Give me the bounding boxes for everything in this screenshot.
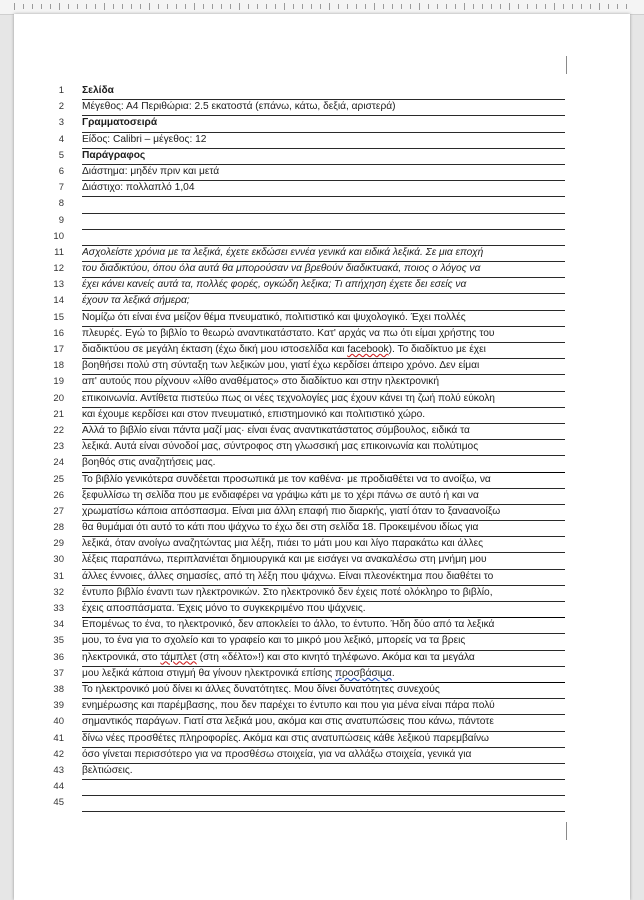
ruler-tick <box>455 4 456 9</box>
document-line[interactable] <box>14 261 630 277</box>
document-page[interactable] <box>14 14 630 900</box>
ruler-tick <box>212 4 213 9</box>
document-line[interactable] <box>14 148 630 164</box>
line-number: 36 <box>53 651 64 663</box>
ruler-tick <box>293 4 294 9</box>
line-text[interactable]: έχουν τα λεξικά σήμερα; <box>82 293 565 310</box>
line-text[interactable]: Είδος: Calibri – μέγεθος: 12 <box>82 132 565 149</box>
ruler-tick <box>491 4 492 9</box>
ruler-tick <box>32 4 33 9</box>
line-text[interactable]: βοηθός στις αναζητήσεις μας. <box>82 455 565 472</box>
document-line[interactable] <box>14 763 630 779</box>
ruler-tick <box>410 4 411 9</box>
line-number: 29 <box>53 538 64 550</box>
document-line[interactable] <box>14 504 630 520</box>
line-text[interactable]: δίνω νέες προσθέτες πληροφορίες. Ακόμα και στις ανατυπώσεις κάθε λεξικού παρεμβαίνω <box>82 731 565 748</box>
ruler-tick <box>302 4 303 9</box>
line-number: 41 <box>53 732 64 744</box>
line-number: 7 <box>58 182 64 194</box>
ruler-tick <box>284 3 285 10</box>
line-text[interactable]: του διαδικτύου, όπου όλα αυτά θα μπορούσαν να βρεθούν διαδικτυακά, ποιος ο λόγος να <box>82 261 565 278</box>
document-line[interactable] <box>14 423 630 439</box>
line-text[interactable]: διαδικτύου σε μεγάλη έκταση (έχω δική μου ιστοσελίδα και facebook). Το διαδίκτυο με έχει <box>82 342 565 359</box>
ruler-tick <box>257 4 258 9</box>
document-line[interactable] <box>14 293 630 309</box>
margin-marker-top-right <box>566 56 567 74</box>
line-text[interactable]: λέξεις παραπάνω, περιπλανιέται δημιουργικά και με εισάγει να ανακαλέσω στη μνήμη μου <box>82 552 565 569</box>
ruler-tick <box>239 3 240 10</box>
ruler-tick <box>230 4 231 9</box>
line-number: 31 <box>53 570 64 582</box>
ruler-tick <box>365 4 366 9</box>
line-number: 18 <box>53 360 64 372</box>
line-text[interactable]: και έχουμε κερδίσει και στον πνευματικό, επιστημονικό και πολιτιστικό χώρο. <box>82 407 565 424</box>
line-text[interactable]: μου λεξικά κάποια στιγμή θα γίνουν ηλεκτρονικά επίσης προσβάσιμα. <box>82 666 565 683</box>
line-text[interactable]: Παράγραφος <box>82 148 565 165</box>
ruler-tick <box>167 4 168 9</box>
line-number: 20 <box>53 392 64 404</box>
ruler-tick <box>77 4 78 9</box>
line-text[interactable]: Αλλά το βιβλίο είναι πάντα μαζί μας· είναι ένας αναντικατάστατος σύμβουλος, ειδικά τα <box>82 423 565 440</box>
ruler-tick <box>437 4 438 9</box>
ruler-tick <box>500 4 501 9</box>
ruler-tick <box>374 3 375 10</box>
line-text[interactable]: σημαντικός παράγων. Γιατί στα λεξικά μου, ακόμα και στις ανατυπώσεις που κάνω, πάντοτε <box>82 714 565 731</box>
ruler-tick <box>347 4 348 9</box>
line-number: 2 <box>58 101 64 113</box>
ruler-tick <box>248 4 249 9</box>
document-line[interactable] <box>14 455 630 471</box>
document-line[interactable] <box>14 536 630 552</box>
line-number: 14 <box>53 295 64 307</box>
line-text[interactable]: επικοινωνία. Αντίθετα πιστεύω πως οι νέες τεχνολογίες μας έχουν κάνει τη ζωή πολύ εύκολη <box>82 391 565 408</box>
ruler-tick <box>401 4 402 9</box>
ruler-tick <box>86 4 87 9</box>
ruler-tick <box>185 4 186 9</box>
ruler-tick <box>356 4 357 9</box>
ruler-tick <box>536 4 537 9</box>
line-number: 39 <box>53 700 64 712</box>
ruler-tick <box>509 3 510 10</box>
line-text[interactable]: λεξικά, όταν ανοίγω αναζητώντας μια λέξη, πιάει το μάτι μου και λίγο παρακάτω και άλλες <box>82 536 565 553</box>
document-line[interactable] <box>14 358 630 374</box>
line-text[interactable] <box>82 779 565 796</box>
ruler-tick <box>392 4 393 9</box>
ruler-tick <box>329 3 330 10</box>
document-line[interactable] <box>14 342 630 358</box>
ruler-tick <box>608 4 609 9</box>
line-text[interactable] <box>82 229 565 246</box>
ruler-tick <box>338 4 339 9</box>
margin-marker-bottom-right <box>566 822 567 840</box>
line-number: 30 <box>53 554 64 566</box>
spelling-error-mark[interactable]: facebook <box>347 344 389 355</box>
line-number: 16 <box>53 327 64 339</box>
line-number: 9 <box>58 214 64 226</box>
line-text[interactable] <box>82 213 565 230</box>
line-number: 38 <box>53 683 64 695</box>
ruler-tick <box>383 4 384 9</box>
line-number: 3 <box>58 117 64 129</box>
line-text[interactable]: Νομίζω ότι είναι ένα μείζον θέμα πνευματικό, πολιτιστικό και ψυχολογικό. Έχει πολλές <box>82 310 565 327</box>
line-number: 40 <box>53 716 64 728</box>
line-number: 10 <box>53 230 64 242</box>
line-text[interactable]: έχει κάνει κανείς αυτά τα, πολλές φορές, ογκώδη λεξικα; Τι απήχηση έχετε δει εσείς να <box>82 277 565 294</box>
line-number: 25 <box>53 473 64 485</box>
line-number: 22 <box>53 424 64 436</box>
line-text[interactable]: βοηθήσει πολύ στη σύνταξη των λεξικών μου, γιατί έχω κερδίσει άπειρο χρόνο. Δεν είμαι <box>82 358 565 375</box>
line-number: 24 <box>53 457 64 469</box>
line-text[interactable]: θα θυμάμαι ότι αυτό το κάτι που ψάχνω το έχω δει στη σελίδα 18. Προκειμένου ιδίως για <box>82 520 565 537</box>
document-line[interactable] <box>14 196 630 212</box>
ruler-tick <box>617 4 618 9</box>
document-line[interactable] <box>14 633 630 649</box>
document-line[interactable] <box>14 795 630 811</box>
document-line[interactable] <box>14 407 630 423</box>
ruler-tick <box>50 4 51 9</box>
document-line[interactable] <box>14 115 630 131</box>
line-number: 23 <box>53 441 64 453</box>
line-text[interactable]: άλλες έννοιες, άλλες σημασίες, από τη λέξη που ψάχνω. Είναι πλεονέκτημα που διαθέτει το <box>82 569 565 586</box>
ruler-tick <box>626 4 627 9</box>
ruler-tick <box>203 4 204 9</box>
document-line[interactable] <box>14 326 630 342</box>
line-number: 21 <box>53 408 64 420</box>
line-text[interactable]: έντυπο βιβλίο έναντι των ηλεκτρονικών. Στο ηλεκτρονικό δεν έχεις ποτέ ολόκληρο το βιβλίο, <box>82 585 565 602</box>
ruler-tick <box>275 4 276 9</box>
ruler-tick <box>140 4 141 9</box>
ruler-tick <box>14 3 15 10</box>
ruler-tick <box>113 4 114 9</box>
ruler-tick <box>572 4 573 9</box>
line-number: 27 <box>53 505 64 517</box>
line-text[interactable]: απ' αυτούς που ρίχνουν «λίθο αναθέματος» στο διαδίκτυο και στην ηλεκτρονική <box>82 374 565 391</box>
ruler-tick <box>194 3 195 10</box>
line-text[interactable] <box>82 196 565 213</box>
ruler-tick <box>419 3 420 10</box>
line-text[interactable]: μου, το ένα για το σχολείο και το γραφείο και το μικρό μου λεξικό, μπορείς να τα βρεις <box>82 633 565 650</box>
ruler-tick <box>23 4 24 9</box>
document-line[interactable] <box>14 180 630 196</box>
document-line[interactable] <box>14 277 630 293</box>
ruler-tick <box>482 4 483 9</box>
line-text[interactable]: Ασχολείστε χρόνια με τα λεξικά, έχετε εκδώσει εννέα γενικά και ειδικά λεξικά. Σε μια εποχή <box>82 245 565 262</box>
line-text[interactable]: ηλεκτρονικά, στο τάμπλετ (στη «δέλτο»!) και στο κινητό τηλέφωνο. Ακόμα και τα μεγάλα <box>82 650 565 667</box>
line-number: 11 <box>54 246 64 258</box>
document-line[interactable] <box>14 99 630 115</box>
ruler-tick <box>95 4 96 9</box>
document-line[interactable] <box>14 520 630 536</box>
line-number: 34 <box>53 619 64 631</box>
line-number: 4 <box>58 133 64 145</box>
line-text[interactable]: Σελίδα <box>82 83 565 100</box>
grammar-suggestion-mark[interactable]: προσβάσιμα <box>334 667 392 679</box>
line-text[interactable]: χρωματίσω κάποια απόσπασμα. Είναι μια άλλη επαφή πιο διαρκής, γιατί όταν το ξαναανοίξω <box>82 504 565 521</box>
ruler-tick <box>545 4 546 9</box>
line-number: 15 <box>53 311 64 323</box>
document-line[interactable] <box>14 132 630 148</box>
line-number: 28 <box>53 522 64 534</box>
ruler-tick <box>41 4 42 9</box>
document-line[interactable] <box>14 245 630 261</box>
line-number: 42 <box>53 748 64 760</box>
line-number: 5 <box>58 149 64 161</box>
document-line[interactable] <box>14 779 630 795</box>
ruler-tick <box>158 4 159 9</box>
ruler-tick <box>311 4 312 9</box>
line-text[interactable]: Διάστημα: μηδέν πριν και μετά <box>82 164 565 181</box>
ruler-tick <box>68 4 69 9</box>
ruler-tick <box>428 4 429 9</box>
document-line[interactable] <box>14 472 630 488</box>
ruler-tick <box>599 3 600 10</box>
line-text[interactable]: Επομένως το ένα, το ηλεκτρονικό, δεν αποκλείει το άλλο, το έντυπο. Ήδη δύο από τα λεξικά <box>82 617 565 634</box>
line-text[interactable]: ξεφυλλίσω τη σελίδα που με ενδιαφέρει να γράψω κάτι με το χέρι πάνω σε αυτό ή και να <box>82 488 565 505</box>
ruler-tick <box>527 4 528 9</box>
line-number: 13 <box>53 279 64 291</box>
line-number: 35 <box>53 635 64 647</box>
document-line[interactable] <box>14 585 630 601</box>
line-text[interactable] <box>82 795 565 812</box>
ruler-tick <box>473 4 474 9</box>
document-line[interactable] <box>14 682 630 698</box>
line-number: 1 <box>58 85 64 96</box>
line-number: 19 <box>53 376 64 388</box>
line-text[interactable]: όσο γίνεται περισσότερο για να προσθέσω στοιχεία, για να αλλάξω στοιχεία, γενικά για <box>82 747 565 764</box>
line-number: 32 <box>53 586 64 598</box>
document-line[interactable] <box>14 374 630 390</box>
line-text[interactable]: βελτιώσεις. <box>82 763 565 780</box>
ruler-tick <box>554 3 555 10</box>
line-text[interactable]: έχεις αποσπάσματα. Έχεις μόνο το συγκεκριμένο που ψάχνεις. <box>82 601 565 618</box>
document-line[interactable] <box>14 698 630 714</box>
document-line[interactable] <box>14 747 630 763</box>
line-text[interactable]: Γραμματοσειρά <box>82 115 565 132</box>
document-line[interactable] <box>14 488 630 504</box>
document-line[interactable] <box>14 164 630 180</box>
ruler-tick <box>221 4 222 9</box>
horizontal-ruler[interactable] <box>0 0 644 15</box>
document-line[interactable] <box>14 229 630 245</box>
ruler-tick <box>131 4 132 9</box>
line-text[interactable]: Το βιβλίο γενικότερα συνδέεται προσωπικά με τον καθένα· με προδιαθέτει να το ανοίξω, να <box>82 472 565 489</box>
line-text[interactable]: Το ηλεκτρονικό μού δίνει κι άλλες δυνατότητες. Μου δίνει δυνατότητες συνεχούς <box>82 682 565 699</box>
line-text[interactable]: Μέγεθος: Α4 Περιθώρια: 2.5 εκατοστά (επάνω, κάτω, δεξιά, αριστερά) <box>82 99 565 116</box>
document-line[interactable] <box>14 601 630 617</box>
ruler-tick <box>59 3 60 10</box>
line-number: 37 <box>53 667 64 679</box>
ruler-tick <box>590 4 591 9</box>
ruler-tick <box>464 3 465 10</box>
ruler-tick <box>122 4 123 9</box>
ruler-tick <box>518 4 519 9</box>
ruler-tick <box>320 4 321 9</box>
line-number: 17 <box>53 344 64 355</box>
ruler-tick <box>176 4 177 9</box>
ruler-tick <box>104 3 105 10</box>
ruler-tick <box>266 4 267 9</box>
ruler-tick <box>149 3 150 10</box>
line-text[interactable]: Διάστιχο: πολλαπλό 1,04 <box>82 180 565 197</box>
document-line[interactable] <box>14 439 630 455</box>
document-line[interactable] <box>14 666 630 682</box>
ruler-tick <box>563 4 564 9</box>
line-number: 26 <box>53 489 64 501</box>
document-line[interactable] <box>14 310 630 326</box>
line-number: 6 <box>58 165 64 177</box>
ruler-tick <box>446 4 447 9</box>
document-line[interactable] <box>14 569 630 585</box>
document-line[interactable] <box>14 552 630 568</box>
line-text[interactable]: λεξικά. Αυτά είναι σύνοδοί μας, σύντροφος στη γλωσσική μας επικοινωνία και πολύτιμος <box>82 439 565 456</box>
line-text[interactable]: πλευρές. Εγώ το βιβλίο το θεωρώ αναντικατάστατο. Κατ' αρχάς να πω ότι είμαι χρήστης του <box>82 326 565 343</box>
document-line[interactable] <box>14 617 630 633</box>
document-body[interactable] <box>14 83 630 811</box>
spelling-error-mark[interactable]: τάμπλετ <box>160 651 197 663</box>
line-text[interactable]: ενημέρωσης και παρέμβασης, που δεν παρέχει το έντυπο και που για μένα είναι πάρα πολύ <box>82 698 565 715</box>
document-line[interactable] <box>14 650 630 666</box>
line-number: 45 <box>53 797 64 809</box>
document-line[interactable] <box>14 714 630 730</box>
document-line[interactable] <box>14 731 630 747</box>
line-number: 12 <box>53 263 64 275</box>
line-number: 43 <box>53 764 64 776</box>
document-line[interactable] <box>14 83 630 99</box>
document-line[interactable] <box>14 213 630 229</box>
line-number: 33 <box>53 603 64 614</box>
line-number: 8 <box>58 198 64 210</box>
ruler-tick <box>581 4 582 9</box>
document-line[interactable] <box>14 391 630 407</box>
line-number: 44 <box>53 781 64 793</box>
